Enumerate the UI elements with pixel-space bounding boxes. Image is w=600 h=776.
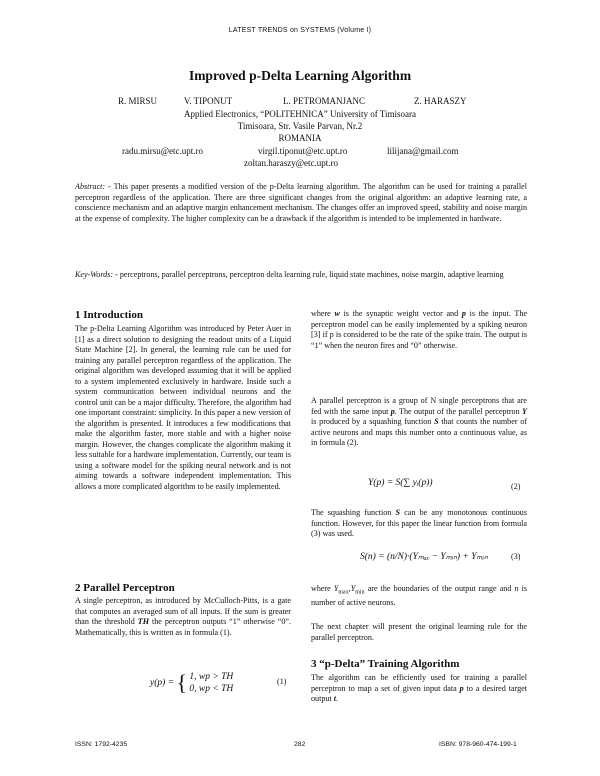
symbol-ymin: Y (350, 584, 356, 593)
symbol-w: w (334, 309, 340, 318)
rp3-b: can be any monotonous continuous function. However, for this paper the linear function from formula (3) was used. (311, 508, 527, 538)
symbol-Y: Y (522, 406, 527, 416)
eq1-number: (1) (277, 677, 287, 686)
email-mirsu: radu.mirsu@etc.upt.ro (122, 146, 204, 156)
eq1-brace: { (176, 670, 188, 695)
section-2-title: 2 Parallel Perceptron (75, 582, 175, 594)
symbol-S2: S (395, 508, 400, 517)
rp4-c: is number of active neurons. (311, 584, 528, 608)
equation-3: S(n) = (n/N)·(Yₘₐₓ − Yₘᵢₙ) + Yₘᵢₙ (360, 552, 488, 562)
abstract-label: Abstract: - (75, 182, 111, 191)
author-4: Z. HARASZY (414, 96, 467, 106)
author-list (0, 96, 600, 108)
abstract (75, 182, 527, 224)
rp4-b: are the boundaries of the output range and (367, 584, 512, 593)
rp1-b: is the synaptic weight vector and (343, 309, 459, 318)
section-2-text-a: A single perceptron, as introduced by McCulloch-Pitts, is a gate that computes an averaged sum of all inputs. If the sum is greater than the threshold (75, 596, 291, 626)
rp2-c: is produced by a squashing function (311, 417, 432, 426)
footer-issn: ISSN: 1792-4235 (75, 741, 128, 748)
symbol-ymin-sub: min (355, 589, 365, 596)
right-paragraph-4 (311, 584, 527, 609)
footer-page-number: 282 (294, 741, 306, 748)
section-1-title: 1 Introduction (75, 309, 143, 321)
running-header: LATEST TRENDS on SYSTEMS (Volume I) (228, 27, 372, 34)
rp2-d: that counts the number of active neurons and maps this number onto a continuous value, as in formula (2). (311, 417, 528, 447)
symbol-n: n (514, 584, 519, 593)
rp1-c: is the input. The perceptron model can be easily implemented by a spiking neuron [3] if p is considered to be the rate of the spike train. The output is “1” when the neuron fires and “0” otherwise. (311, 309, 527, 350)
rp2-b: . The output of the parallel perceptron (394, 406, 520, 416)
equation-1 (150, 670, 233, 696)
email-haraszy: zoltan.haraszy@etc.upt.ro (244, 158, 338, 168)
section-3-title: 3 “p-Delta” Training Algorithm (311, 658, 460, 670)
symbol-p: p (461, 309, 466, 318)
rp2-a: A parallel perceptron is a group of N single perceptrons that are fed with the same input (311, 396, 527, 416)
symbol-t: t (333, 694, 336, 703)
right-paragraph-5: The next chapter will present the original learning rule for the parallel perceptron. (311, 622, 527, 642)
symbol-ymax: Y (333, 584, 339, 593)
s3-text-c: . (335, 694, 338, 703)
affiliation-line-1: Applied Electronics, “POLITEHNICA” University of Timisoara (184, 109, 416, 119)
author-3: L. PETROMANJANC (283, 96, 366, 106)
eq1-case-1: 1, wp > TH (189, 672, 234, 682)
section-1-paragraph: The p-Delta Learning Algorithm was introduced by Peter Auer in [1] as a direct solution to designing the readout units of a Liquid State Machine [2]. In general, the learning rule can be used for training any parallel perceptron regardless of the application. The original algorithm was developed assuming that it will be applied to a system implemented exclusively in hardware. Inside such a system communication between individual neurons and the control unit can be a major difficulty. Therefore, the algorithm had one important constraint: simplicity. In this paper a new version of the algorithm is presented. It introduces a few modifications that make the algorithm faster, more stable and with a higher noise margin. However, the changes complicate the algorithm making it less suitable for a hardware implementation. Currently, our team is using a software model for the spiking neural network and is not aiming towards a software independent implementation. This allows a more complicated algorithm to be easily implemented. (75, 324, 291, 491)
right-paragraph-1 (311, 309, 527, 351)
symbol-S: S (434, 417, 439, 426)
symbol-p2: p (390, 406, 395, 416)
threshold-symbol: TH (137, 617, 150, 626)
eq1-case-2: 0, wp < TH (189, 684, 234, 694)
author-1: R. MIRSU (118, 96, 158, 106)
eq1-lhs: y(p) = (150, 678, 175, 688)
symbol-ymax-sub: max (338, 589, 349, 596)
section-2-paragraph (75, 596, 291, 638)
section-2-text-b: the perceptron outputs “1” otherwise “0”. Mathematically, this is written as in formula (1). (75, 617, 291, 637)
email-lilijana: lilijana@gmail.com (387, 146, 459, 156)
keywords-label: Key-Words: - (75, 270, 118, 279)
eq1-cases (189, 671, 233, 695)
s3-text-b: to a desired target output (311, 683, 527, 703)
right-paragraph-2 (311, 396, 527, 449)
rp4-sep: , (348, 584, 351, 593)
author-2: V. TIPONUT (184, 96, 233, 106)
right-paragraph-3 (311, 508, 527, 540)
rp4-a: where (311, 584, 331, 593)
rp1-a: where (311, 309, 331, 318)
keywords (75, 270, 527, 281)
footer-isbn: ISBN: 978-960-474-199-1 (439, 741, 517, 748)
equation-2: Y(p) = S(∑ yᵢ(p)) (368, 478, 433, 488)
keywords-text: perceptrons, parallel perceptrons, perceptron delta learning rule, liquid state machines, noise margin, adaptive learning (119, 270, 504, 279)
symbol-p3: p (459, 683, 464, 693)
rp3-a: The squashing function (311, 508, 392, 517)
email-tiponut: virgil.tiponut@etc.upt.ro (258, 146, 348, 156)
s3-text-a: The algorithm can be efficiently used for training a parallel perceptron to map a set of given input data (311, 673, 527, 693)
affiliation-line-3: ROMANIA (278, 133, 322, 143)
abstract-text: This paper presents a modified version of the p-Delta learning algorithm. The algorithm can be used for training a parallel perceptron regardless of the application. There are three significant changes from the original algorithm: an adaptive learning rate, a conscience mechanism and an adaptive margin enhancement mechanism. The changes offer an improved speed, stability and noise margin at the expense of complexity. The higher complexity can be a drawback if the algorithm is intended to be implemented in hardware. (75, 182, 527, 223)
eq3-number: (3) (511, 552, 521, 561)
affiliation-line-2: Timisoara, Str. Vasile Parvan, Nr.2 (237, 121, 363, 131)
paper-title: Improved p-Delta Learning Algorithm (188, 68, 412, 83)
section-3-paragraph (311, 673, 527, 705)
eq2-number: (2) (511, 482, 521, 491)
